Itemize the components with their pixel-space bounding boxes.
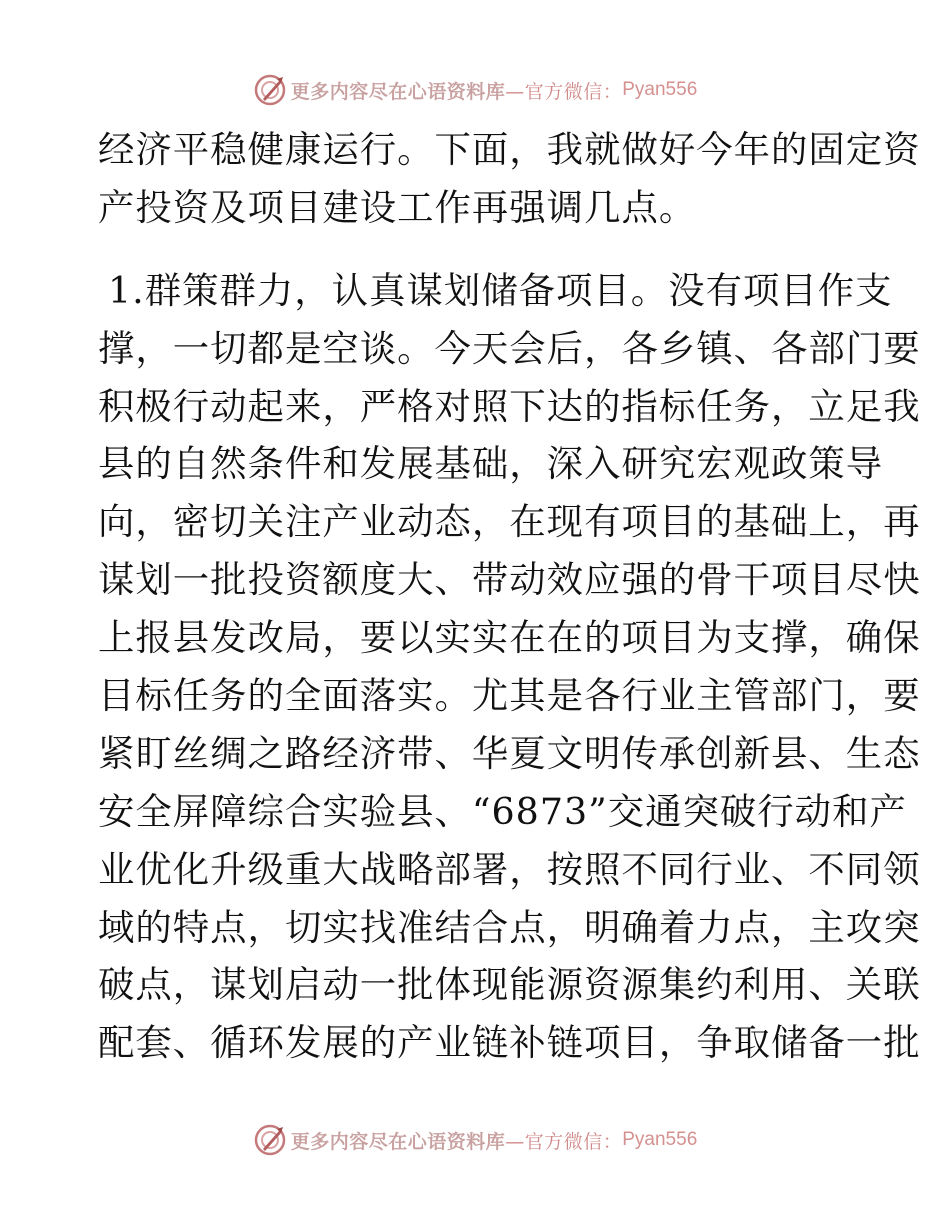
watermark-wechat-id: Pyan556 <box>622 1129 698 1150</box>
text-line: 目标任务的全面落实。尤其是各行业主管部门，要 <box>98 674 921 718</box>
watermark-sub-text: —官方微信： <box>505 80 623 103</box>
text-line: 破点，谋划启动一批体现能源资源集约利用、关联 <box>98 963 921 1007</box>
header-watermark <box>0 70 950 110</box>
text-line: 产投资及项目建设工作再强调几点。 <box>98 185 697 229</box>
watermark-main-text: 更多内容尽在心语资料库 <box>290 80 506 103</box>
text-line: 撑，一切都是空谈。今天会后，各乡镇、各部门要 <box>98 326 921 370</box>
watermark-wechat-id: Pyan556 <box>622 79 698 100</box>
text-line: 安全屏障综合实验县、“6873”交通突破行动和产 <box>98 789 907 833</box>
watermark-logo-icon <box>253 1123 287 1157</box>
text-line: 上报县发改局，要以实实在在的项目为支撑，确保 <box>98 616 921 660</box>
footer-watermark <box>0 1120 950 1160</box>
text-line: 积极行动起来，严格对照下达的指标任务，立足我 <box>98 384 921 428</box>
document-body <box>98 121 921 1072</box>
text-line: 经济平稳健康运行。下面，我就做好今年的固定资 <box>98 128 921 171</box>
text-line: 谋划一批投资额度大、带动效应强的骨干项目尽快 <box>98 558 921 602</box>
paragraph-gap <box>98 237 858 262</box>
text-line: 1.群策群力，认真谋划储备项目。没有项目作支 <box>108 268 893 312</box>
text-line: 域的特点，切实找准结合点，明确着力点，主攻突 <box>98 905 921 949</box>
watermark-sub-text: —官方微信： <box>505 1130 623 1153</box>
paragraph-2 <box>98 262 921 1072</box>
watermark-main-text: 更多内容尽在心语资料库 <box>290 1130 506 1153</box>
text-line: 配套、循环发展的产业链补链项目，争取储备一批 <box>98 1021 921 1065</box>
text-line: 紧盯丝绸之路经济带、华夏文明传承创新县、生态 <box>98 731 921 775</box>
watermark-logo-icon <box>253 73 287 107</box>
paragraph-1 <box>98 121 921 237</box>
text-line: 业优化升级重大战略部署，按照不同行业、不同领 <box>98 847 921 891</box>
text-line: 向，密切关注产业动态，在现有项目的基础上，再 <box>98 500 921 544</box>
text-line: 县的自然条件和发展基础，深入研究宏观政策导 <box>98 442 884 486</box>
